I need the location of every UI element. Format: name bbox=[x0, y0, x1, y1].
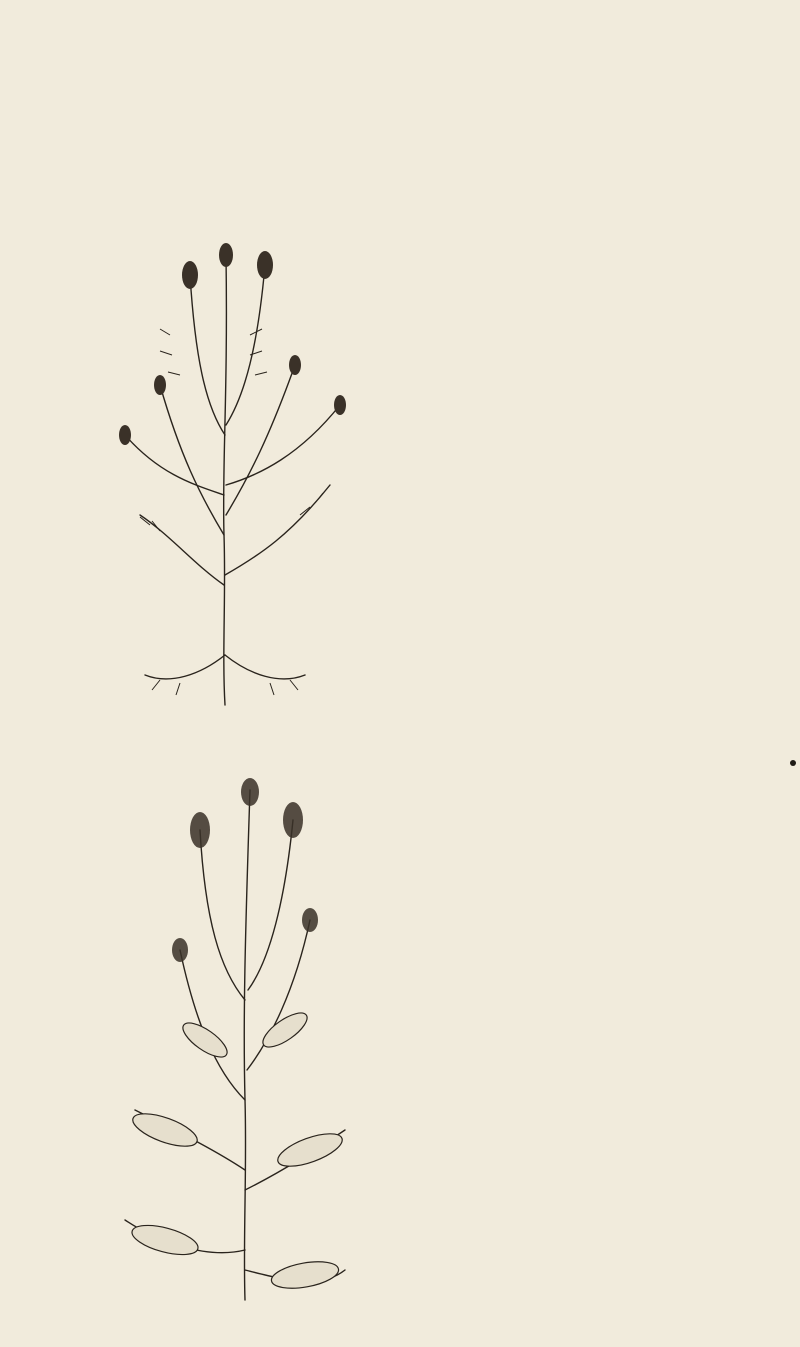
iberis-woodcut bbox=[100, 235, 350, 715]
running-header bbox=[72, 38, 772, 74]
ink-spot bbox=[790, 760, 796, 766]
lepidium-woodcut bbox=[95, 770, 350, 1310]
